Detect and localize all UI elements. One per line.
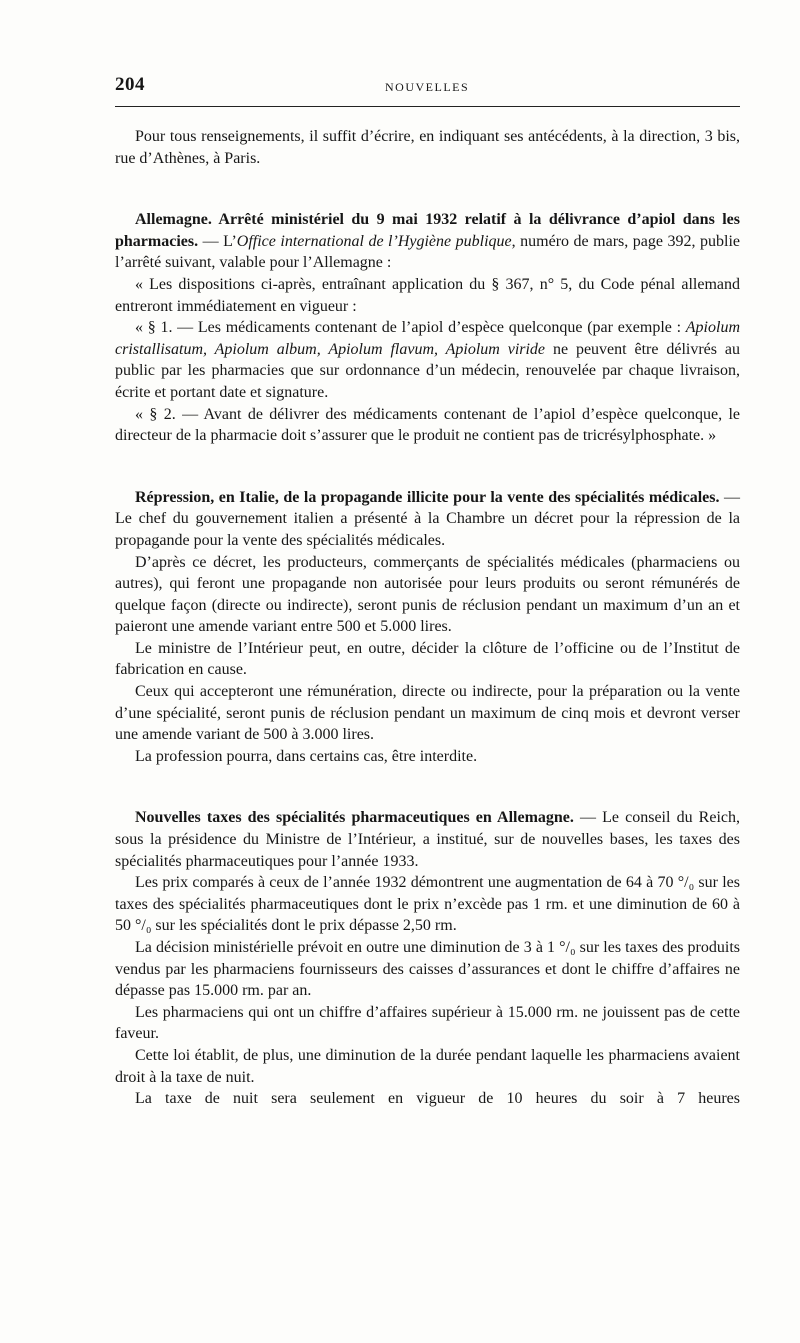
allemagne-paragraph-4: « § 2. — Avant de délivrer des médicaments contenant de l’apiol d’espèce quelconque, le directeur de la pharmacie doit s’assurer que le produit ne contient pas de tricrésylphosphate. »	[115, 405, 740, 445]
italie-paragraph-4: Ceux qui accepteront une rémunération, directe ou indirecte, pour la préparation ou la vente d’une spécialité, seront punis de réclusion pendant un maximum de cinq mois et devront verser une amende variant de 500 à 3.000 lires.	[115, 683, 740, 744]
taxes-paragraph-3: La décision ministérielle prévoit en outre une diminution de 3 à 1 °/₀ sur les taxes des produits vendus par les pharmaciens fournisseurs des caisses d’assurances et dont le chiffre d’affaires ne dépasse pas 15.000 rm. par an.	[115, 939, 740, 1000]
running-title: NOUVELLES	[385, 80, 470, 94]
header-rule	[115, 106, 740, 107]
running-header	[115, 74, 740, 98]
taxes-heading: Nouvelles taxes des spécialités pharmaceutiques en Allemagne.	[135, 809, 574, 827]
page-number: 204	[115, 74, 145, 95]
taxes-paragraph-4: Les pharmaciens qui ont un chiffre d’affaires supérieur à 15.000 rm. ne jouissent pas de cette faveur.	[115, 1003, 740, 1043]
body-text	[115, 126, 740, 1110]
allemagne-paragraph-3: « § 1. — Les médicaments contenant de l’apiol d’espèce quelconque (par exemple : Apiolum cristallisatum, Apiolum album, Apiolum flavum, Apiolum viride ne peuvent être délivrés au public par les pharmacies que sur ordonnance d’un médecin, renouvelée par chaque livraison, écrite et portant date et signature.	[115, 319, 740, 401]
italie-heading: Répression, en Italie, de la propagande illicite pour la vente des spécialités médicales.	[135, 488, 720, 506]
italie-paragraph-2: D’après ce décret, les producteurs, commerçants de spécialités médicales (pharmaciens ou autres), qui feront une propagande non autorisée pour leurs produits ou seront rémunérés de quelque façon (directe ou indirecte), seront punis de réclusion pendant un maximum d’un an et paieront une amende variant entre 500 et 5.000 lires.	[115, 553, 740, 636]
intro-paragraph: Pour tous renseignements, il suffit d’écrire, en indiquant ses antécédents, à la direction, 3 bis, rue d’Athènes, à Paris.	[115, 128, 740, 167]
apiol-species: Apiolum cristallisatum, Apiolum album, Apiolum flavum, Apiolum viride	[115, 319, 740, 358]
italie-lead-paragraph: Répression, en Italie, de la propagande illicite pour la vente des spécialités médicales. — Le chef du gouvernement italien a présenté à la Chambre un décret pour la répression de la propagande pour la vente des spécialités médicales.	[115, 488, 741, 549]
allemagne-heading: Allemagne. Arrêté ministériel du 9 mai 1932 relatif à la délivrance d’apiol dans les pharmacies.	[115, 211, 740, 250]
taxes-lead-paragraph: Nouvelles taxes des spécialités pharmaceutiques en Allemagne. — Le conseil du Reich, sous la présidence du Ministre de l’Intérieur, a institué, sur de nouvelles bases, les taxes des spécialités pharmaceutiques pour l’année 1933.	[115, 809, 741, 870]
taxes-paragraph-2: Les prix comparés à ceux de l’année 1932 démontrent une augmentation de 64 à 70 °/₀ sur les taxes des spécialités pharmaceutiques dont le prix n’excède pas 1 rm. et une diminution de 60 à 50 °/₀ sur les spécialités dont le prix dépasse 2,50 rm.	[115, 874, 740, 935]
taxes-paragraph-5: Cette loi établit, de plus, une diminution de la durée pendant laquelle les pharmaciens avaient droit à la taxe de nuit.	[115, 1046, 740, 1086]
italie-paragraph-3: Le ministre de l’Intérieur peut, en outre, décider la clôture de l’officine ou de l’Institut de fabrication en cause.	[115, 639, 740, 679]
taxes-paragraph-6: La taxe de nuit sera seulement en vigueur de 10 heures du soir à 7 heures	[135, 1090, 740, 1108]
allemagne-paragraph-2: « Les dispositions ci-après, entraînant application du § 367, n° 5, du Code pénal allemand entreront immédiatement en vigueur :	[115, 275, 740, 315]
allemagne-lead-paragraph: Allemagne. Arrêté ministériel du 9 mai 1932 relatif à la délivrance d’apiol dans les pharmacies. — L’Office international de l’Hygiène publique, numéro de mars, page 392, publie l’arrêté suivant, valable pour l’Allemagne :	[115, 211, 740, 272]
journal-title: Office international de l’Hygiène publique	[236, 232, 512, 250]
italie-paragraph-5: La profession pourra, dans certains cas, être interdite.	[135, 747, 478, 765]
